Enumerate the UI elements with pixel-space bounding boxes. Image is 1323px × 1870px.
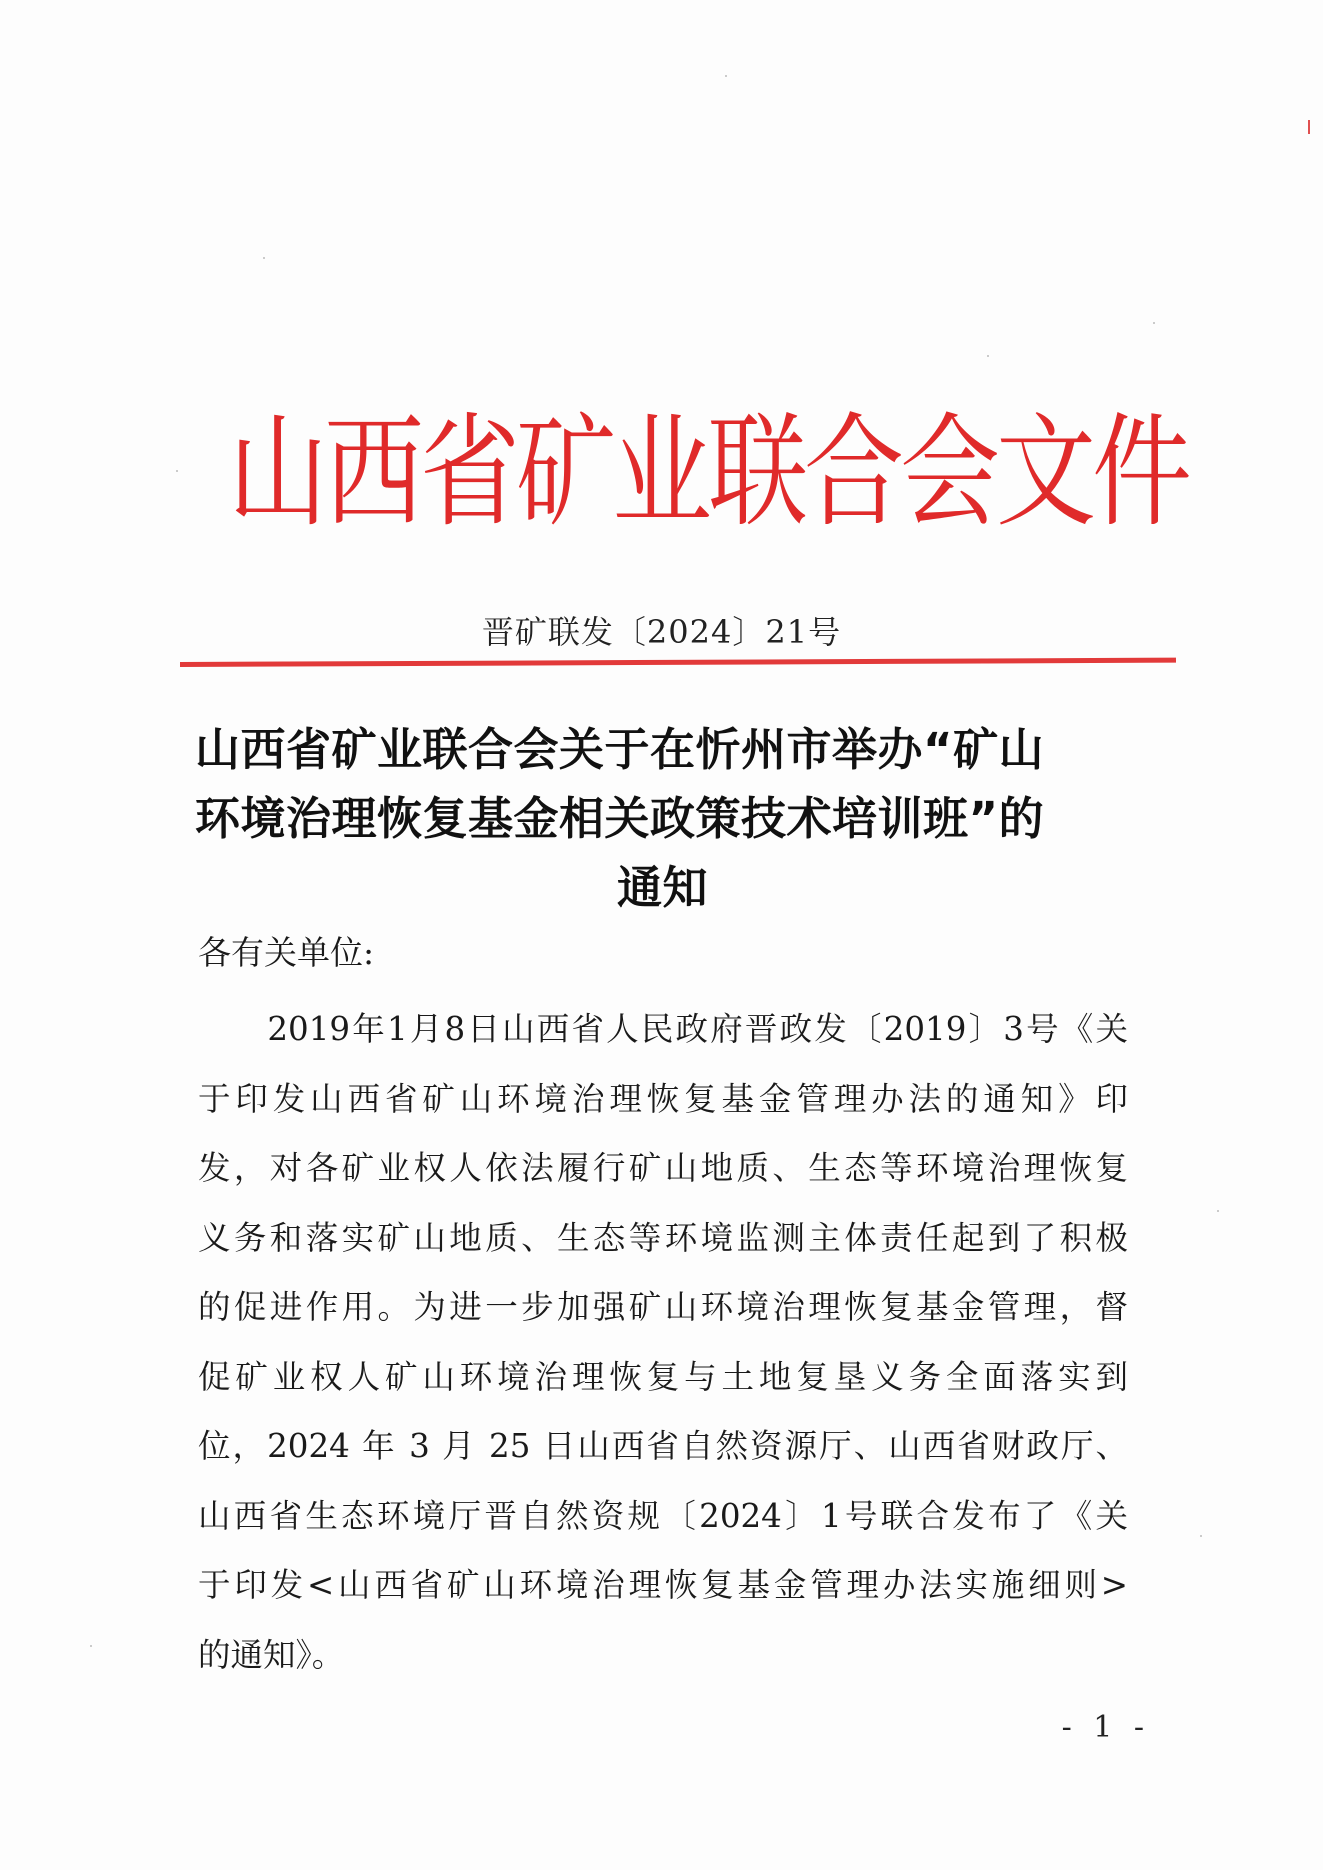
- scan-speck: [90, 1645, 92, 1647]
- body-line: 发，对各矿业权人依法履行矿山地质、生态等环境治理恢复: [198, 1149, 1128, 1187]
- scan-speck: [176, 470, 178, 472]
- body-line: 的通知》。: [198, 1635, 345, 1674]
- body-line: 位，2024 年 3 月 25 日山西省自然资源厅、山西省财政厅、: [198, 1427, 1128, 1465]
- body-paragraph: [198, 995, 1128, 1690]
- notice-title-line: 环境治理恢复基金相关政策技术培训班”的: [195, 792, 1045, 845]
- notice-title: [195, 715, 1130, 922]
- body-line: 于印发山西省矿山环境治理恢复基金管理办法的通知》印: [198, 1079, 1128, 1118]
- notice-title-line: 山西省矿业联合会关于在忻州市举办“矿山: [195, 723, 1045, 776]
- scan-speck: [1200, 1535, 1202, 1537]
- body-line: 促矿业权人矿山环境治理恢复与土地复垦义务全面落实到: [198, 1357, 1128, 1396]
- body-line: 的促进作用。为进一步加强矿山环境治理恢复基金管理，督: [198, 1288, 1128, 1326]
- page-number: - 1 -: [1061, 1710, 1150, 1745]
- red-divider-line: [180, 658, 1176, 667]
- org-header-title: 山西省矿业联合会文件: [228, 401, 1188, 544]
- notice-title-line: 通知: [616, 861, 708, 914]
- scan-speck: [1153, 322, 1155, 324]
- scan-speck: [725, 75, 727, 77]
- scan-speck: [1217, 1210, 1219, 1212]
- body-line: 山西省生态环境厅晋自然资规〔2024〕1号联合发布了《关: [198, 1496, 1128, 1535]
- red-margin-mark: [1308, 120, 1310, 134]
- body-line: 于印发<山西省矿山环境治理恢复基金管理办法实施细则>: [198, 1566, 1128, 1604]
- scan-speck: [263, 257, 265, 259]
- body-line: 义务和落实矿山地质、生态等环境监测主体责任起到了积极: [198, 1218, 1128, 1257]
- salutation: 各有关单位:: [198, 933, 375, 972]
- scan-speck: [987, 355, 989, 357]
- body-line: 2019年1月8日山西省人民政府晋政发〔2019〕3号《关: [198, 1010, 1128, 1048]
- document-number: 晋矿联发〔2024〕21号: [481, 613, 842, 651]
